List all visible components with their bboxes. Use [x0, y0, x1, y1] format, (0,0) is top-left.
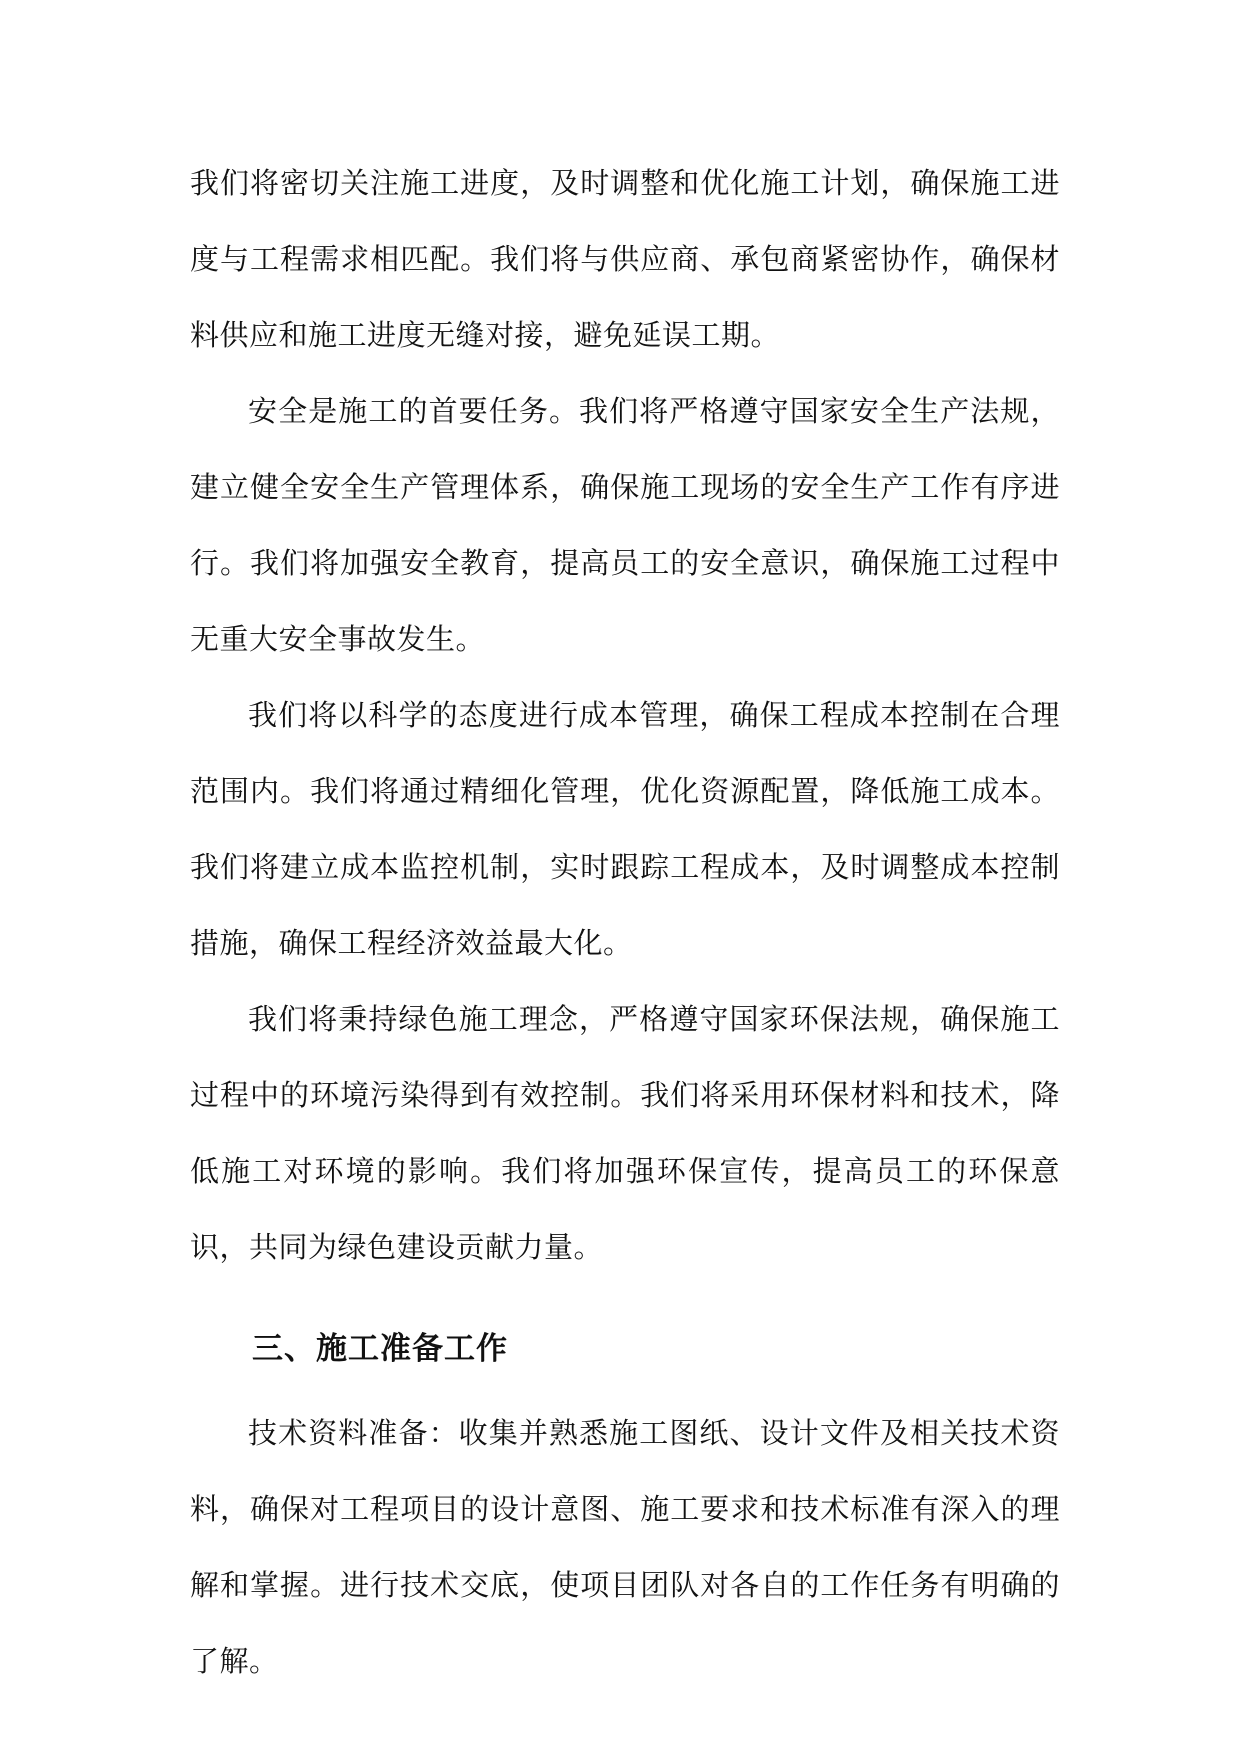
- paragraph-cost: 我们将以科学的态度进行成本管理，确保工程成本控制在合理范围内。我们将通过精细化管理，优化资源配置，降低施工成本。我们将建立成本监控机制，实时跟踪工程成本，及时调整成本控制措施，确保工程经济效益最大化。: [190, 698, 1060, 960]
- paragraph-schedule: 我们将密切关注施工进度，及时调整和优化施工计划，确保施工进度与工程需求相匹配。我们将与供应商、承包商紧密协作，确保材料供应和施工进度无缝对接，避免延误工期。: [190, 166, 1060, 352]
- document-body: [190, 145, 1060, 1699]
- paragraph-safety: 安全是施工的首要任务。我们将严格遵守国家安全生产法规，建立健全安全生产管理体系，确保施工现场的安全生产工作有序进行。我们将加强安全教育，提高员工的安全意识，确保施工过程中无重大安全事故发生。: [190, 394, 1060, 656]
- paragraph-technical-preparation: 技术资料准备：收集并熟悉施工图纸、设计文件及相关技术资料，确保对工程项目的设计意图、施工要求和技术标准有深入的理解和掌握。进行技术交底，使项目团队对各自的工作任务有明确的了解。: [190, 1416, 1060, 1678]
- section-heading: 三、施工准备工作: [252, 1331, 508, 1367]
- paragraph-environment: 我们将秉持绿色施工理念，严格遵守国家环保法规，确保施工过程中的环境污染得到有效控制。我们将采用环保材料和技术，降低施工对环境的影响。我们将加强环保宣传，提高员工的环保意识，共同为绿色建设贡献力量。: [190, 1002, 1060, 1264]
